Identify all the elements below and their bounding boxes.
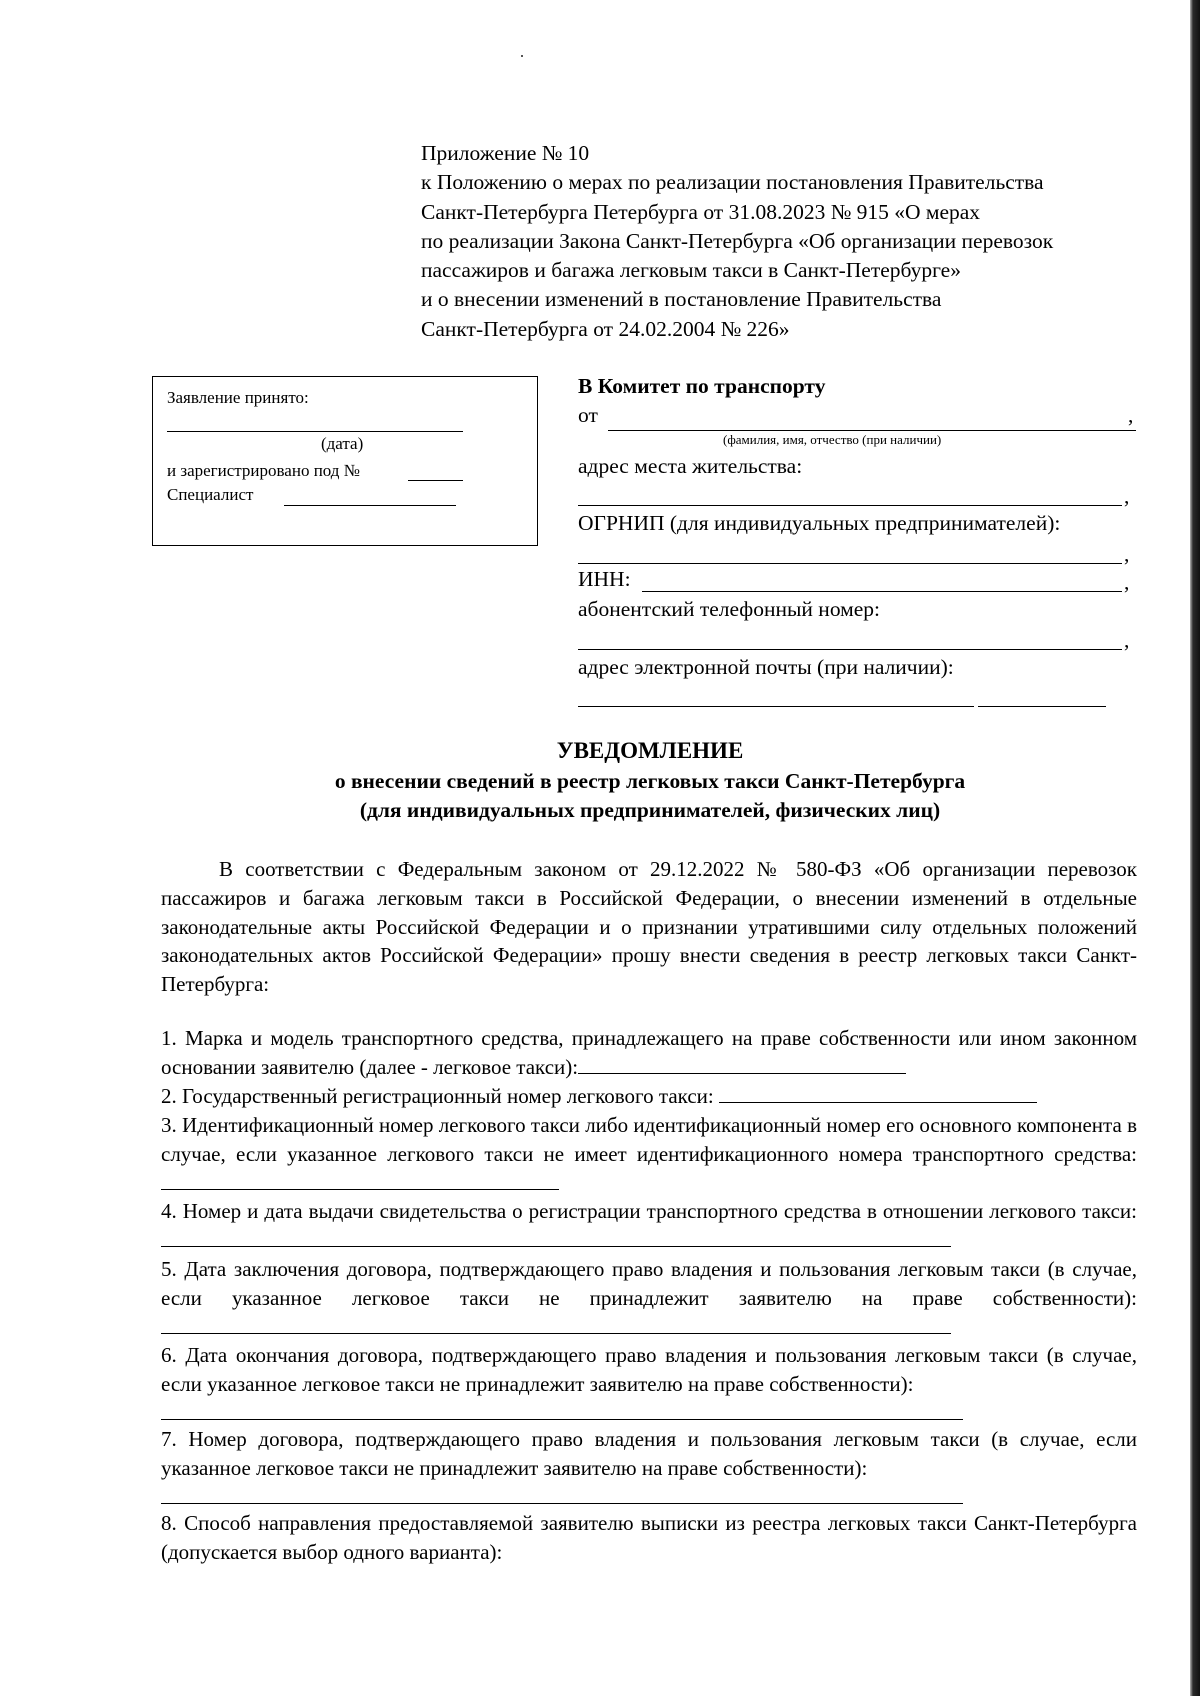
intro-paragraph: В соответствии с Федеральным законом от 29.12.2022 № 580-ФЗ «Об организации перевозок пассажиров и багажа легковым такси в Российской Федерации, о внесении изменений в отдельные законодательные акты Российской Федерации и о признании утратившими силу отдельных положений законодательных актов Российской Федерации» прошу внести сведения в реестр легковых такси Санкт-Петербурга: xyxy=(161,857,1137,997)
specialist-line xyxy=(284,505,456,506)
date-field-line xyxy=(167,431,463,432)
item-2-fill-line xyxy=(719,1084,1037,1103)
list-item xyxy=(161,1082,1137,1111)
item-4-text: 4. Номер и дата выдачи свидетельства о регистрации транспортного средства в отношении легкового такси: xyxy=(161,1199,1137,1223)
item-1-fill-line xyxy=(578,1055,906,1074)
comma: , xyxy=(1124,570,1130,594)
phone-line xyxy=(578,649,1122,650)
list-item xyxy=(161,1509,1137,1567)
inn-label: ИНН: xyxy=(578,567,631,591)
registration-number-line xyxy=(408,480,463,481)
fio-line xyxy=(608,430,1136,431)
item-4-fill-line xyxy=(161,1228,951,1247)
list-item xyxy=(161,1425,1137,1483)
from-label: от xyxy=(578,403,598,427)
item-2-text: 2. Государственный регистрационный номер легкового такси: xyxy=(161,1084,714,1108)
item-5-fill-line xyxy=(161,1315,951,1334)
list-item xyxy=(161,1197,1137,1255)
item-5-text: 5. Дата заключения договора, подтверждающего право владения и пользования легковым такси (в случае, если указанное легковое такси не принадлежит заявителю на праве собственности): xyxy=(161,1257,1137,1310)
specialist-label: Специалист xyxy=(167,485,254,504)
item-8-text: 8. Способ направления предоставляемой заявителю выписки из реестра легковых такси Санкт-Петербурга (допускается выбор одного варианта): xyxy=(161,1511,1137,1564)
list-item xyxy=(161,1255,1137,1341)
accepted-label: Заявление принято: xyxy=(167,388,309,407)
inn-line xyxy=(642,591,1122,592)
appendix-header xyxy=(421,139,1141,344)
item-3-text: 3. Идентификационный номер легкового такси либо идентификационный номер его основного компонента в случае, если указанное легкового такси не имеет идентификационного номера транспортного средства: xyxy=(161,1113,1137,1166)
item-3-fill-line xyxy=(161,1171,559,1190)
address-line xyxy=(578,505,1122,506)
ogrnip-line xyxy=(578,563,1122,564)
item-6-fill-line xyxy=(161,1419,963,1420)
fio-hint: (фамилия, имя, отчество (при наличии) xyxy=(723,432,942,447)
header-line: по реализации Закона Санкт-Петербурга «Об организации перевозок xyxy=(421,228,1054,253)
header-line: и о внесении изменений в постановление Правительства xyxy=(421,287,942,312)
item-1-text: 1. Марка и модель транспортного средства, принадлежащего на праве собственности или ином законном основании заявителю (далее - легковое такси): xyxy=(161,1026,1137,1079)
address-label: адрес места жительства: xyxy=(578,454,803,478)
ogrnip-label: ОГРНИП (для индивидуальных предпринимателей): xyxy=(578,511,1061,535)
email-line-1 xyxy=(578,706,974,707)
document-subtitle-2: (для индивидуальных предпринимателей, физических лиц) xyxy=(359,798,941,822)
item-7-text: 7. Номер договора, подтверждающего право владения и пользования легковым такси (в случае, если указанное легковое такси не принадлежит заявителю на праве собственности): xyxy=(161,1427,1137,1480)
acceptance-stamp-box xyxy=(152,376,538,546)
list-item xyxy=(161,1024,1137,1082)
list-item xyxy=(161,1341,1137,1399)
item-7-fill-line xyxy=(161,1503,963,1504)
document-title: УВЕДОМЛЕНИЕ xyxy=(556,738,744,763)
header-line: пассажиров и багажа легковым такси в Санкт-Петербурге» xyxy=(421,258,961,283)
item-6-text: 6. Дата окончания договора, подтверждающего право владения и пользования легковым такси (в случае, если указанное легковое такси не принадлежит заявителю на праве собственности): xyxy=(161,1343,1137,1396)
scan-edge xyxy=(1190,0,1200,1696)
comma: , xyxy=(1124,628,1130,652)
header-line: Санкт-Петербурга Петербурга от 31.08.2023 № 915 «О мерах xyxy=(421,199,981,224)
comma: , xyxy=(1124,484,1130,508)
email-line-2 xyxy=(978,706,1106,707)
document-subtitle: о внесении сведений в реестр легковых такси Санкт-Петербурга xyxy=(334,769,966,793)
email-label: адрес электронной почты (при наличии): xyxy=(578,655,954,679)
date-label: (дата) xyxy=(321,434,364,453)
header-line: Санкт-Петербурга от 24.02.2004 № 226» xyxy=(421,316,790,341)
comma: , xyxy=(1124,542,1130,566)
list-item xyxy=(161,1111,1137,1197)
phone-label: абонентский телефонный номер: xyxy=(578,597,881,621)
header-line: Приложение № 10 xyxy=(421,141,590,165)
scan-speck xyxy=(521,55,523,57)
comma: , xyxy=(1128,403,1134,427)
header-line: к Положению о мерах по реализации постановления Правительства xyxy=(421,170,1044,195)
committee-label: В Комитет по транспорту xyxy=(578,374,826,398)
registered-label: и зарегистрировано под № xyxy=(167,461,360,480)
